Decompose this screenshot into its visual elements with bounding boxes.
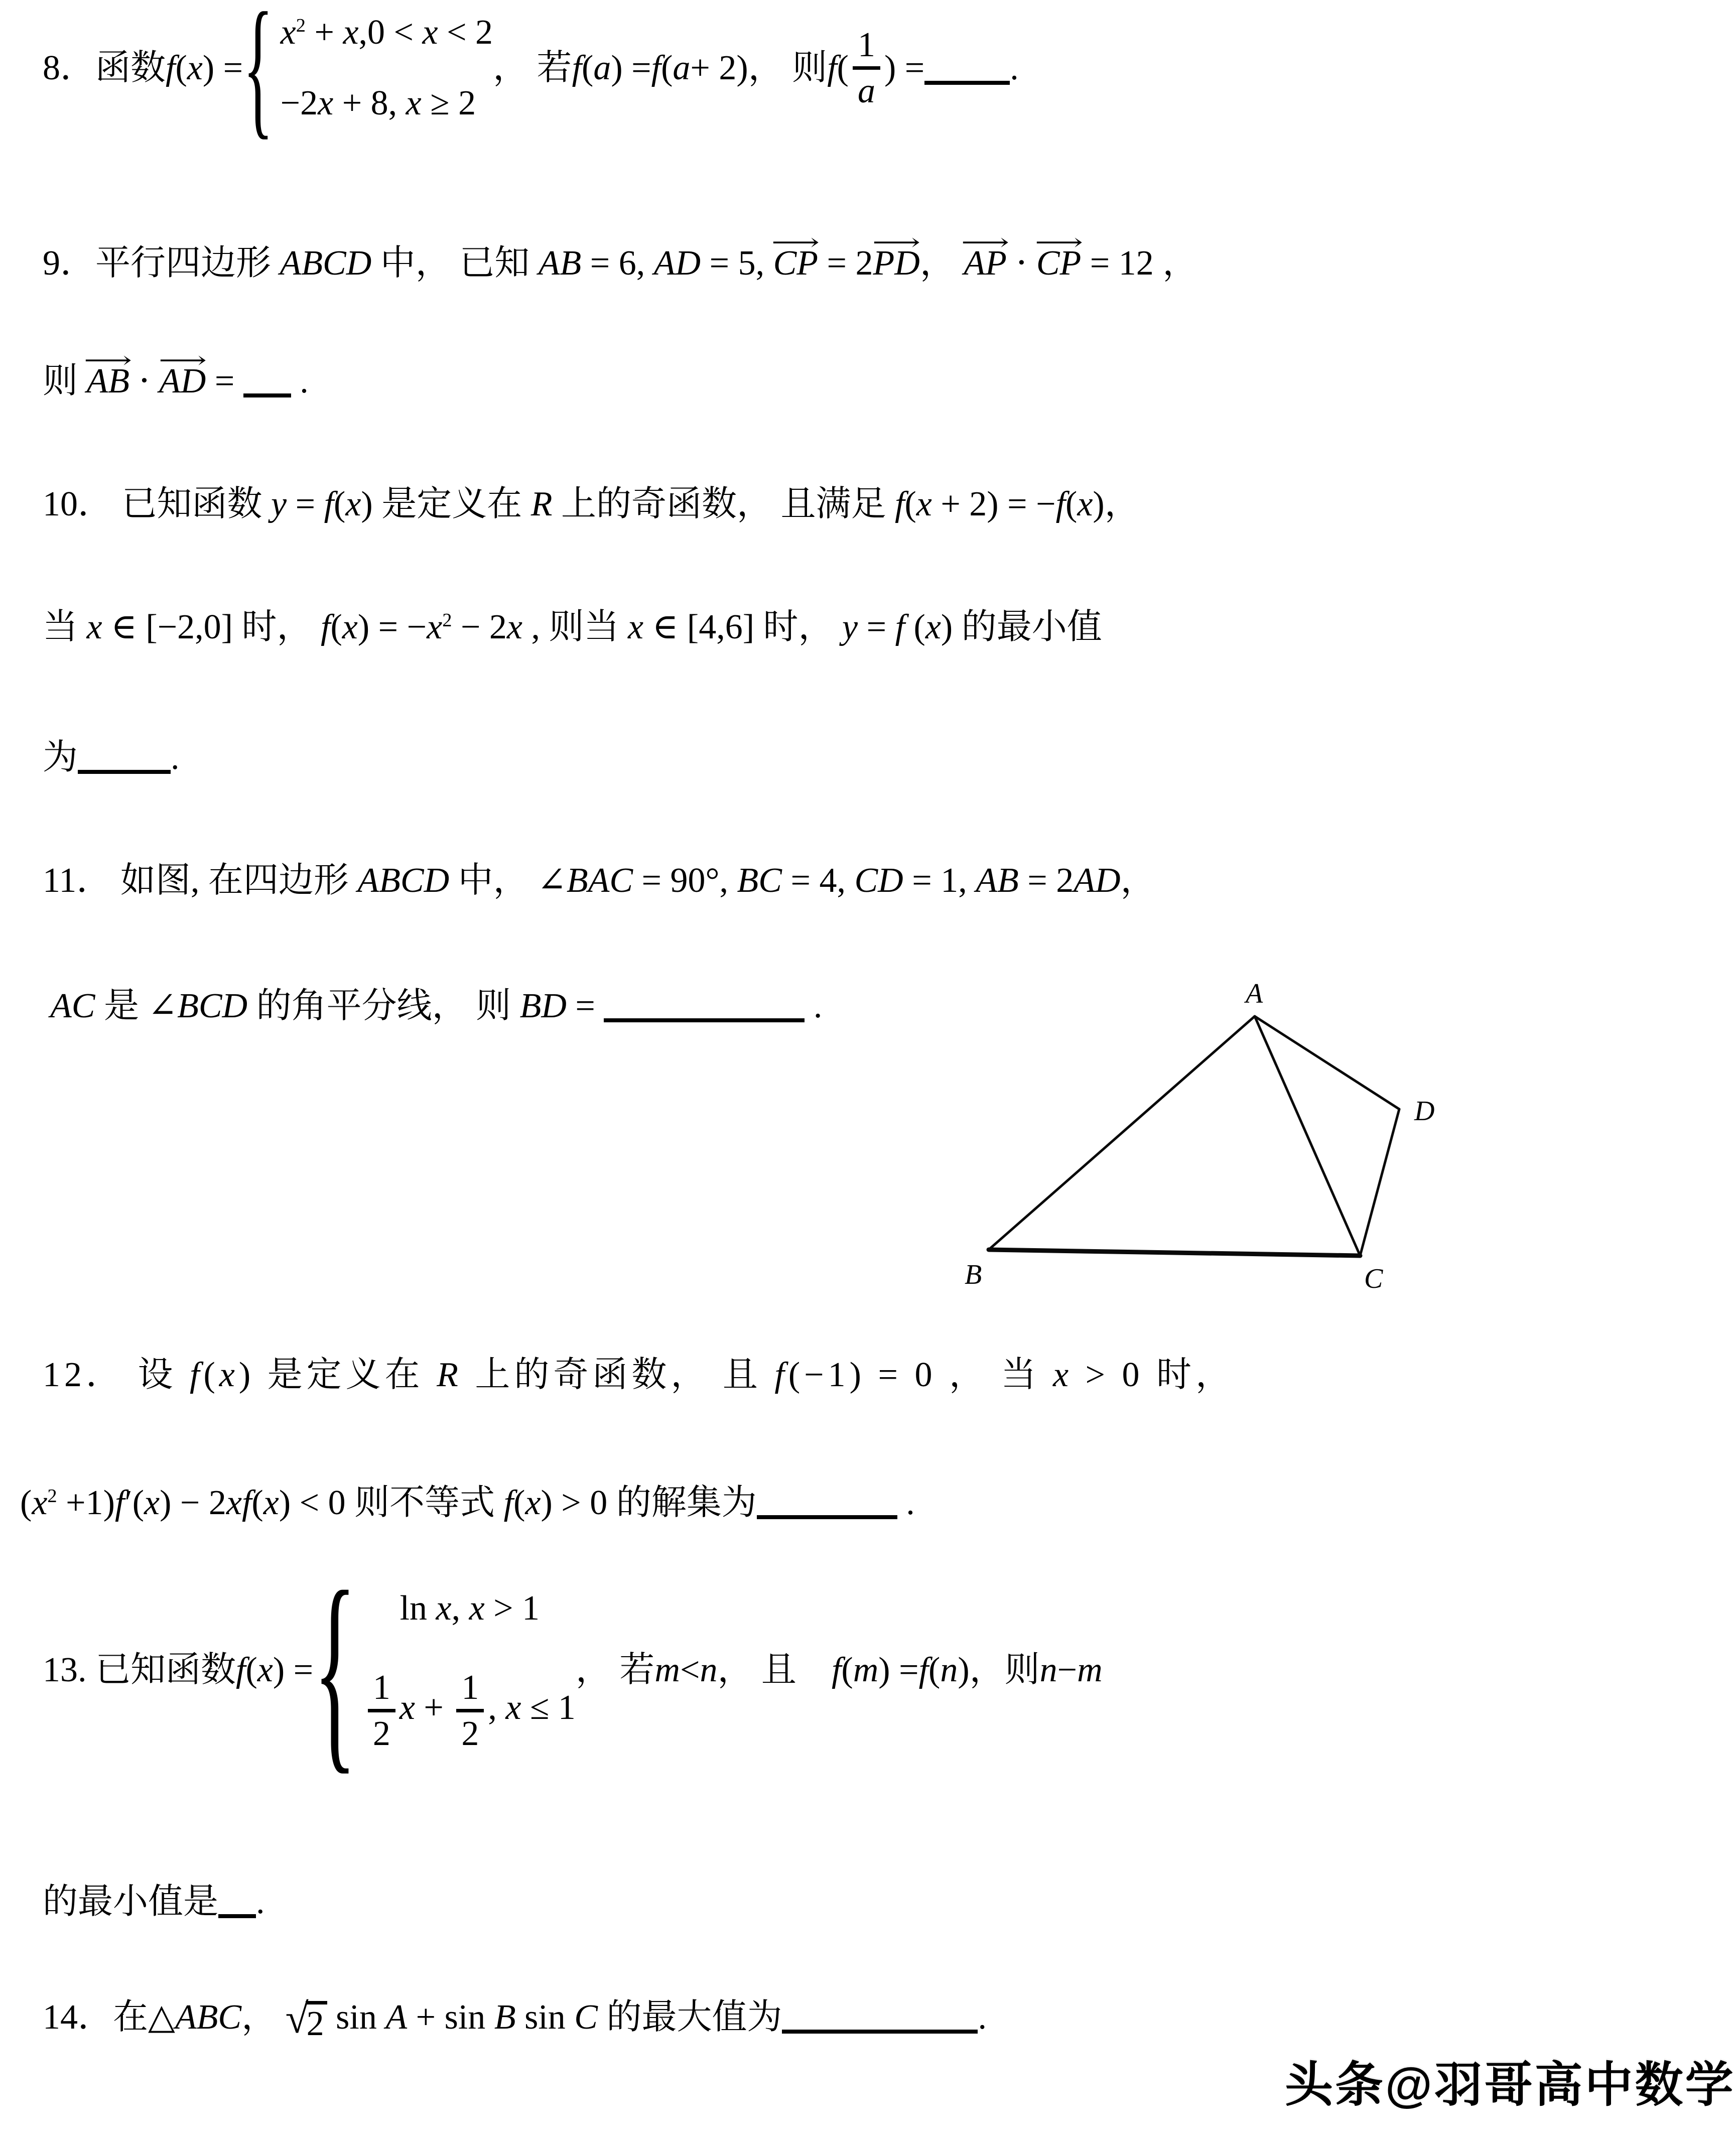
math-text: = 2 [818,244,873,283]
math-text: ， 则 [748,48,828,87]
piecewise-row [281,83,476,124]
math-text: ≥ 2 [421,83,476,122]
math-text: 9．平行四边形 [43,244,280,283]
math-var: R [437,1356,462,1394]
math-var: f [918,1651,929,1690]
math-text: 12． 设 [43,1356,190,1394]
math-text: 是 ∠ [95,987,178,1025]
math-var: x [925,608,941,646]
math-text: 2 [306,2004,324,2044]
math-text: ( [20,1484,32,1522]
math-text: + 2) [690,48,748,87]
math-var: C [574,1998,598,2037]
superscript: 2 [296,15,306,37]
math-text: ( [841,1651,853,1690]
math-text: = 4, [781,861,855,900]
q9-line-2 [43,359,309,404]
math-var: CD [854,861,903,900]
vector-term: AD ⟶ [159,359,206,404]
vertex-label-D: D [1414,1096,1435,1127]
math-text: )，则 [958,1651,1040,1690]
math-text: ， 若 [493,48,572,87]
math-var: f [1055,485,1066,523]
math-text: 1 [461,1668,479,1707]
math-text: ) [361,485,373,523]
math-text: = 6, [581,244,654,283]
edge-AB [989,1016,1255,1250]
math-text: = [858,608,895,646]
vertex-label-A: A [1246,979,1263,1009]
math-var: x [345,485,361,523]
math-var: a [593,48,611,87]
math-var: ABC [175,1998,242,2037]
math-var: x [469,1589,485,1628]
math-text: . [978,1998,987,2037]
math-text: ) [238,1356,255,1394]
math-text: ( [905,608,925,646]
math-var: a [857,72,875,110]
math-var: f [572,48,582,87]
math-text: sin [327,1998,386,2037]
math-text: sin [515,1998,575,2037]
vector-term: CP ⟶ [1036,241,1081,286]
math-text: ⋅ [129,362,159,400]
math-var: f [827,48,837,87]
answer-blank [782,1999,978,2034]
math-text: 2 [461,1714,479,1753]
math-var: f [324,485,334,523]
math-var: x [1077,485,1093,523]
math-text: ⋅ [1006,244,1036,283]
math-var: m [853,1651,879,1690]
vertex-label-C: C [1364,1263,1383,1290]
math-var: x [32,1484,48,1522]
math-text: 上的奇函数， 且 [462,1356,775,1394]
math-text: 1 [857,25,875,64]
radical-sign: √ [285,1995,309,2043]
math-var: x [422,13,438,52]
math-text: )， [1093,485,1140,523]
math-var: x [318,83,334,122]
q12-line-1 [43,1353,1235,1398]
math-text: 的最大值为 [597,1998,782,2037]
math-var: x [257,1651,273,1690]
math-text: ( [513,1484,525,1522]
math-text: ) = [878,1651,919,1690]
watermark: 头条@羽哥高中数学 [1285,2058,1735,2112]
math-var: BAC [566,861,633,900]
vertex-label-B: B [965,1259,982,1290]
math-text: ) = [884,48,925,87]
edge-BC [989,1250,1360,1256]
math-var: AD [1074,861,1121,900]
piecewise-row [281,13,493,53]
math-var: y [842,608,858,646]
math-text: 14．在 [43,1998,148,2037]
q10-line-1 [43,482,1140,527]
math-text: 2 [372,1714,390,1753]
answer-blank [757,1485,897,1519]
math-text: 当 [43,608,87,646]
q13-line [43,1547,1103,1793]
math-var: x [187,48,203,87]
math-var: x [427,608,443,646]
math-text: 13. 已知函数 [43,1651,236,1690]
math-var: x [342,608,358,646]
math-var: BC [737,861,782,900]
math-var: f [831,1651,842,1690]
math-var: f [651,48,661,87]
answer-blank [218,1884,256,1918]
math-text: −2 [280,83,318,122]
math-text: 是定义在 [372,485,531,523]
math-text: ( [175,48,187,87]
q10-line-2 [43,605,1102,650]
math-text: ( [1065,485,1078,523]
superscript: 2 [47,1486,57,1507]
math-var: ABCD [357,861,450,900]
math-text: ( [928,1651,941,1690]
math-text: = 2 [1018,861,1074,900]
fraction-numerator [853,27,880,70]
math-text: 的最小值是 [43,1883,218,1921]
math-var: x [280,13,296,52]
math-text: + [415,1688,453,1727]
math-text: 中， ∠ [449,861,567,900]
answer-blank [243,363,291,397]
math-text: ( [203,1356,219,1394]
math-var: n [1039,1651,1057,1690]
math-text: < 2 [438,13,493,52]
math-text: ) − 2 [160,1484,226,1522]
math-text: 上的奇函数， 且满足 [552,485,895,523]
math-text: ) > 0 的解集为 [541,1484,757,1522]
math-var: y [271,485,287,523]
math-text: ) = [273,1651,314,1690]
math-text: + 2) = − [931,485,1056,523]
brace-glyph: { [243,0,274,153]
math-text: = 1, [903,861,976,900]
math-var: x [436,1589,452,1628]
math-var: AC [50,987,95,1025]
brace-group [243,0,493,153]
math-text: 中， 已知 [371,244,539,283]
math-text: ( [661,48,673,87]
vector-term: CP ⟶ [773,241,818,286]
math-text: 11． 如图, 在四边形 [43,861,358,900]
math-text: ， [241,1998,286,2037]
math-var: f [774,1356,788,1394]
piecewise-row [364,1669,576,1753]
sqrt-term [285,1995,327,2044]
math-var: x [525,1484,541,1522]
math-text: △ [148,1998,175,2037]
math-text: ( [334,485,346,523]
math-text: ， 且 [717,1651,832,1690]
math-text: 8．函数 [43,48,166,87]
math-text: ， [1120,861,1156,900]
math-var: R [530,485,553,523]
fraction-denominator [853,70,880,110]
math-text: 的角平分线， 则 [247,987,520,1025]
math-text: . [291,362,309,400]
q8-line [43,0,1019,153]
math-var: f [166,48,176,87]
vector-term: AP ⟶ [964,241,1007,286]
math-text: 是定义在 [254,1356,437,1394]
math-text: . [256,1883,265,1921]
math-text: + 8, [333,83,406,122]
math-text: 10． 已知函数 [43,485,271,523]
math-var: x [916,485,932,523]
math-text: − [1057,1651,1078,1690]
math-text: ( [582,48,594,87]
math-var: f [236,1651,246,1690]
math-text: +1) [57,1484,115,1522]
math-text: ∈ [−2,0] 时， [102,608,321,646]
math-text: , 则当 [522,608,628,646]
math-var: xf [226,1484,252,1522]
geometry-figure [954,979,1435,1290]
fraction [368,1669,395,1753]
math-text: ) = − [357,608,427,646]
math-text: (−1) = 0 ， 当 [788,1356,1053,1394]
math-var: AB [976,861,1019,900]
math-var: f [190,1356,204,1394]
math-text: + sin [407,1998,494,2037]
math-text: , [488,1688,506,1727]
fraction-denominator [368,1712,395,1753]
math-var: f [503,1484,514,1522]
math-text: > 0 时， [1073,1356,1235,1394]
math-text: > 1 [484,1589,540,1628]
piecewise-rows [364,1588,576,1753]
q12-line-2 [20,1481,915,1526]
q9-line-1 [43,241,1197,286]
fraction [853,27,880,110]
math-text: . [171,738,180,777]
math-var: x [263,1484,279,1522]
math-text: 则 [43,362,87,400]
math-var: x [343,13,359,52]
math-var: x [86,608,102,646]
math-text: 1 [372,1668,390,1707]
math-var: f [114,1484,125,1522]
fraction [456,1669,484,1753]
math-text: 为 [43,738,78,777]
math-var: x [399,1688,415,1727]
piecewise-row [400,1588,540,1629]
math-text: = [287,485,324,523]
math-text: ′( [124,1484,145,1522]
math-var: f [321,608,331,646]
math-var: f [895,608,905,646]
answer-blank [78,740,171,774]
q10-line-3 [43,735,180,780]
math-text: ， 若 [575,1651,655,1690]
math-text: ( [251,1484,263,1522]
math-var: x [628,608,644,646]
math-var: AB [538,244,582,283]
brace-glyph: { [313,1547,357,1793]
math-var: m [1077,1651,1103,1690]
math-text: . [1010,48,1019,87]
q11-line-1 [43,858,1156,903]
math-var: x [506,608,522,646]
math-text: = [206,362,243,400]
edge-AC [1255,1016,1360,1256]
q14-line [43,1995,987,2042]
math-var: x [406,83,422,122]
math-var: B [494,1998,516,2037]
math-text: ( [245,1651,257,1690]
math-text: ) = [611,48,651,87]
math-var: n [940,1651,958,1690]
math-text: ， [919,244,964,283]
math-text: , [451,1589,469,1628]
math-var: x [1052,1356,1073,1394]
math-text: = 5, [701,244,773,283]
fraction-numerator [368,1669,395,1713]
math-text: ) < 0 则不等式 [279,1484,504,1522]
math-text: ( [904,485,916,523]
math-text: ) = [202,48,243,87]
math-text: ≤ 1 [521,1688,576,1727]
math-text: = 12 ， [1081,244,1198,283]
math-text: ( [837,48,849,87]
fraction-denominator [456,1712,484,1753]
superscript: 2 [442,610,452,631]
math-text: ,0 < [358,13,423,52]
q13-line-2 [43,1880,265,1925]
math-var: AD [653,244,701,283]
piecewise-rows [281,13,493,123]
math-text: − 2 [452,608,507,646]
math-var: n [700,1651,718,1690]
math-var: x [219,1356,239,1394]
math-text: ∈ [4,6] 时， [643,608,843,646]
math-text: = [566,987,604,1025]
math-var: ABCD [280,244,372,283]
math-var: x [505,1688,521,1727]
vector-term: PD ⟶ [873,241,920,286]
edge-DC [1360,1109,1399,1256]
brace-group [313,1547,576,1793]
math-var: m [654,1651,680,1690]
vector-term: AB ⟶ [87,359,130,404]
math-text: ( [330,608,342,646]
math-var: BCD [177,987,248,1025]
math-text: + [305,13,343,52]
radicand [306,2001,327,2042]
q11-line-2 [50,984,822,1029]
math-var: BD [519,987,567,1025]
math-var: A [385,1998,408,2037]
fraction-numerator [456,1669,484,1713]
math-text: . [897,1484,915,1522]
math-text: < [680,1651,700,1690]
answer-blank [604,988,805,1022]
math-text: = 90°, [633,861,737,900]
math-var: a [673,48,691,87]
math-var: x [144,1484,160,1522]
math-text: ) [941,608,953,646]
answer-blank [924,51,1010,85]
math-text: . [805,987,823,1025]
math-var: f [894,485,905,523]
math-text: 的最小值 [953,608,1102,646]
math-text: ln [399,1589,436,1628]
